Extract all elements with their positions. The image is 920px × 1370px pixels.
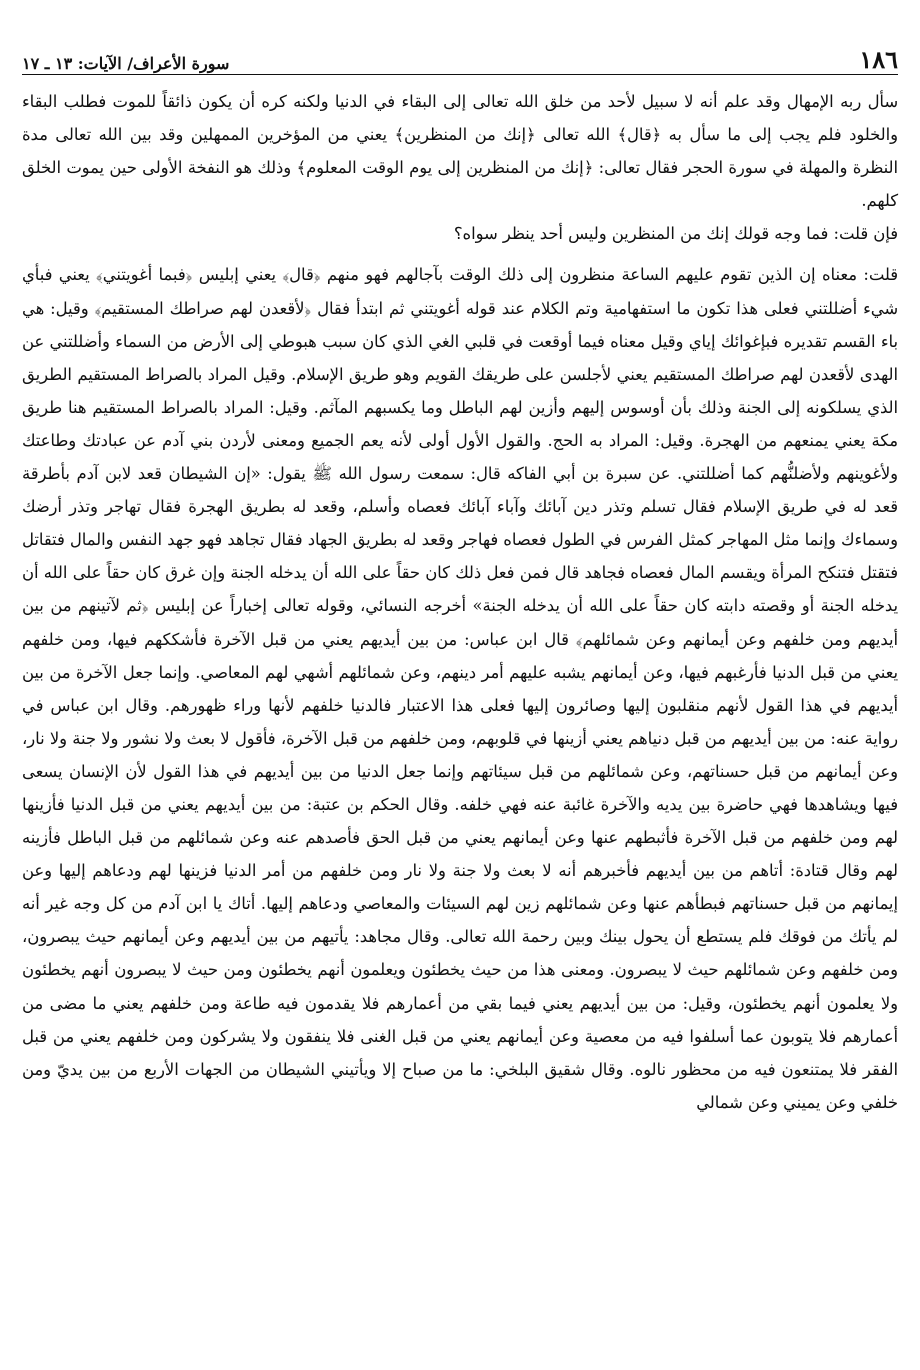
page-number: ١٨٦ [859,45,898,74]
document-page [22,34,898,1354]
paragraph-question: فإن قلت: فما وجه قولك إنك من المنظرين وليس أحد ينظر سواه؟ [453,224,898,244]
paragraph-answer: قلت: معناه إن الذين تقوم عليهم الساعة منظرون إلى ذلك الوقت بآجالهم فهو منهم ﴿قال﴾ يعني إبليس ﴿فبما أغويتني﴾ يعني فبأي شيء أضللتني فعلى هذا تكون ما استفهامية وتم الكلام عند قوله أغويتني ثم ابتدأ فقال ﴿لأقعدن لهم صراطك المستقيم﴾ وقيل: هي باء القسم تقديره فبإغوائك إياي وقيل معناه فيما أوقعت في قلبي الغي الذي كان سبب هبوطي إلى الأرض من السماء وأضللتني عن الهدى لأقعدن لهم صراطك المستقيم يعني لأجلسن على طريقك القويم وهو طريق الإسلام. وقيل المراد بالصراط المستقيم الطريق الذي يسلكونه إلى الجنة وذلك بأن أوسوس إليهم وأزين لهم الباطل وما يكسبهم المآثم. وقيل: المراد بالصراط المستقيم هنا طريق مكة يعني يمنعهم من الهجرة. وقيل: المراد به الحج. والقول الأول أولى لأنه يعم الجميع ومعنى لأردن بني آدم عن عبادتك وطاعتك ولأغوينهم ولأضلنُّهم كما أضللتني. عن سبرة بن أبي الفاكه قال: سمعت رسول الله ﷺ يقول: «إن الشيطان قعد لابن آدم بأطرقة قعد له في طريق الإسلام فقال تسلم وتذر دين آبائك وآباء آبائك فعصاه وأسلم، وقعد له بطريق الهجرة فقال تهاجر وتذر أرضك وسماءك وإنما مثل المهاجر كمثل الفرس في الطول فعصاه فهاجر وقعد له بطريق الجهاد فقال تجاهد فهو جهد النفس والمال فتقاتل فتقتل فتنكح المرأة ويقسم المال فعصاه فجاهد قال فمن فعل ذلك كان حقاً على الله أن يدخله الجنة وإن غرق كان حقاً على الله أن يدخله الجنة أو وقصته دابته كان حقاً على الله أن يدخله الجنة» أخرجه النسائي، وقوله تعالى إخباراً عن إبليس ﴿ثم لآتينهم من بين أيديهم ومن خلفهم وعن أيمانهم وعن شمائلهم﴾ قال ابن عباس: من بين أيديهم يعني من قبل الآخرة فأشككهم فيها، ومن خلفهم يعني من قبل الدنيا فأرغبهم فيها، وعن أيمانهم يشبه عليهم أمر دينهم، وعن شمائلهم أشهي لهم المعاصي. وإنما جعل الآخرة من بين أيديهم في هذا القول لأنهم منقلبون إليها وصائرون إليها فعلى هذا الاعتبار فالدنيا خلفهم لأنها وراء ظهورهم. وقال ابن عباس في رواية عنه: من بين أيديهم من قبل دنياهم يعني أزينها في قلوبهم، ومن خلفهم من قبل الآخرة، فأقول لا بعث ولا نشور ولا جنة ولا نار، وعن أيمانهم من قبل حسناتهم، وعن شمائلهم من قبل سيئاتهم وإنما جعل الدنيا من بين أيديهم في هذا القول لأن الإنسان يسعى فيها ويشاهدها فهي حاضرة بين يديه والآخرة غائبة عنه فهي خلفه. وقال الحكم بن عتبة: من بين أيديهم يعني من قبل الدنيا فأزينها لهم ومن خلفهم من قبل الآخرة فأثبطهم عنها وعن أيمانهم يعني من قبل الحق فأصدهم عنه وعن شمائلهم من قبل الباطل فأزينه لهم وقال قتادة: أتاهم من بين أيديهم فأخبرهم أنه لا بعث ولا جنة ولا نار ومن خلفهم من أمر الدنيا فزينها لهم ودعاهم إليها وعن إيمانهم من قبل حسناتهم فبطأهم عنها وعن شمائلهم زين لهم السيئات والمعاصي ودعاهم إليها. أتاك يا ابن آدم من كل وجه غير أنه لم يأتك من فوقك فلم يستطع أن يحول بينك وبين رحمة الله تعالى. وقال مجاهد: يأتيهم من بين أيديهم وعن أيمانهم حيث يبصرون، ومن خلفهم وعن شمائلهم حيث لا يبصرون. ومعنى هذا من حيث يخطئون ويعلمون أنهم يخطئون ومن حيث لا يبصرون أنهم يخطئون ولا يعلمون أنهم يخطئون، وقيل: من بين أيديهم يعني فيما بقي من أعمارهم فلا يقدمون فيه طاعة ومن خلفهم يعني ما مضى من أعمارهم فلا يتوبون عما أسلفوا فيه من معصية وعن أيمانهم يعني من قبل الغنى فلا ينفقون ولا يشركون ومن خلفهم يعني من قبل الفقر فلا يمتنعون فيه من محظور نالوه. وقال شقيق البلخي: ما من صباح إلا ويأتيني الشيطان من الجهات الأربع من بين يديّ ومن خلفي وعن يميني وعن شمالي [22,265,898,1112]
running-head: سورة الأعراف/ الآيات: ١٣ ـ ١٧ [22,54,230,73]
page-header [22,34,898,75]
paragraph-1: سأل ربه الإمهال وقد علم أنه لا سبيل لأحد من خلق الله تعالى إلى البقاء في الدنيا ولكنه كره أن يكون ذائقاً للموت فطلب البقاء والخلود فلم يجب إلى ما سأل به ﴿قال﴾ الله تعالى ﴿إنك من المنظرين﴾ يعني من المؤخرين الممهلين وقد بين الله تعالى مدة النظرة والمهلة في سورة الحجر فقال تعالى: ﴿إنك من المنظرين إلى يوم الوقت المعلوم﴾ وذلك هو النفخة الأولى حين يموت الخلق كلهم. [22,92,898,211]
paragraph-gap [22,250,898,258]
body-text [22,85,898,1119]
